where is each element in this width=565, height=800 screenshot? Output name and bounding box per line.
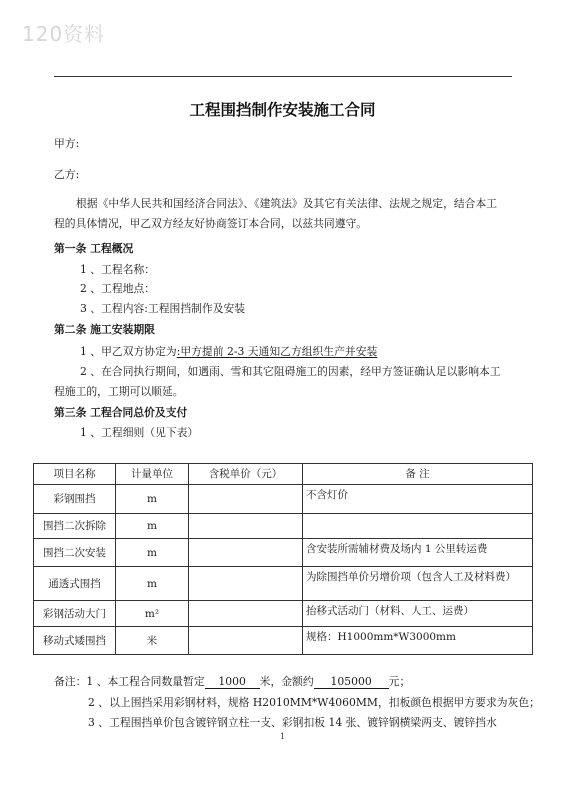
row-item-name: 彩钢围挡	[34, 485, 116, 514]
remarks-line-1-b: 米，金额约	[259, 675, 314, 688]
row-item-name: 移动式矮围挡	[34, 627, 116, 655]
row-item-name: 通透式围挡	[34, 567, 116, 601]
work-details-table	[33, 463, 533, 655]
row-unit: m²	[116, 601, 189, 627]
header-unit: 计量单位	[116, 464, 189, 485]
article3-item-1: 1 、工程细则（见下表）	[80, 426, 199, 439]
row-unit-price	[189, 539, 303, 567]
article2-item-1-prefix: 1 、甲乙双方协定为	[80, 345, 177, 358]
remarks-line-1-a: 备注：1 、本工程合同数量暂定	[54, 675, 205, 688]
row-unit-price	[189, 567, 303, 601]
header-item-name: 项目名称	[34, 464, 116, 485]
article1-item-1: 1 、工程名称：	[80, 263, 156, 276]
contract-quantity: 1000	[205, 675, 260, 689]
table-header-row	[34, 464, 533, 485]
table-row	[34, 567, 533, 601]
remarks-line-3: 3 、工程围挡单价包含镀锌钢立柱一支、彩钢扣板 14 张、镀锌钢横梁两支、镀锌挡水	[88, 716, 497, 729]
article1-item-3: 3 、工程内容:工程围挡制作及安装	[80, 302, 246, 315]
article2-item-1	[80, 344, 377, 359]
table-row	[34, 539, 533, 567]
remarks-line-1-c: 元；	[388, 675, 411, 688]
table-row	[34, 627, 533, 655]
row-note: 规格：H1000mm*W3000mm	[303, 627, 533, 655]
party-b-label: 乙方:	[54, 168, 80, 181]
header-unit-price: 含税单价（元）	[189, 464, 303, 485]
remarks-line-1	[54, 674, 410, 689]
row-unit-price	[189, 514, 303, 539]
row-unit-price	[189, 601, 303, 627]
article1-heading: 第一条 工程概况	[54, 242, 134, 255]
article1-item-2: 2 、工程地点：	[80, 282, 156, 295]
party-a-label: 甲方:	[54, 137, 80, 150]
row-unit: m	[116, 539, 189, 567]
table-row	[34, 601, 533, 627]
article2-item-1-underlined: :甲方提前 2-3 天通知乙方组织生产并安装	[176, 345, 378, 358]
row-item-name: 彩钢活动大门	[34, 601, 116, 627]
intro-line-2: 程的具体情况，甲乙双方经友好协商签订本合同，以兹共同遵守。	[54, 217, 368, 230]
contract-amount: 105000	[314, 675, 389, 689]
row-unit: 米	[116, 627, 189, 655]
header-notes: 备 注	[303, 464, 533, 485]
article2-item-2-line-1: 2 、在合同执行期间，如遇雨、雪和其它阻碍施工的因素，经甲方签证确认足以影响本工	[80, 365, 501, 378]
row-unit-price	[189, 627, 303, 655]
article2-heading: 第二条 施工安装期限	[54, 323, 155, 336]
row-unit: m	[116, 485, 189, 514]
row-note	[303, 514, 533, 539]
row-item-name: 围挡二次安装	[34, 539, 116, 567]
page-number: 1	[279, 732, 286, 741]
article3-heading: 第三条 工程合同总价及支付	[54, 406, 188, 419]
row-unit: m	[116, 567, 189, 601]
watermark: 120资料	[22, 22, 106, 46]
row-unit-price	[189, 485, 303, 514]
table-row	[34, 514, 533, 539]
remarks-line-2: 2 、以上围挡采用彩钢材料，规格 H2010MM*W4060MM，扣板颜色根据甲方要求为灰色；	[88, 696, 540, 709]
row-item-name: 围挡二次拆除	[34, 514, 116, 539]
row-note: 为除围挡单价另增价项（包含人工及材料费）	[303, 567, 533, 601]
page-title: 工程围挡制作安装施工合同	[189, 101, 376, 119]
table-row	[34, 485, 533, 514]
row-unit: m	[116, 514, 189, 539]
intro-line-1: 根据《中华人民共和国经济合同法》、《建筑法》及其它有关法律、法规之规定，结合本工	[76, 197, 498, 210]
header-rule	[54, 76, 512, 77]
row-note: 抬移式活动门（材料、人工、运费）	[303, 601, 533, 627]
article2-item-2-line-2: 程施工的，工期可以顺延。	[54, 385, 184, 398]
row-note: 不含灯价	[303, 485, 533, 514]
row-note: 含安装所需辅材费及场内 1 公里转运费	[303, 539, 533, 567]
